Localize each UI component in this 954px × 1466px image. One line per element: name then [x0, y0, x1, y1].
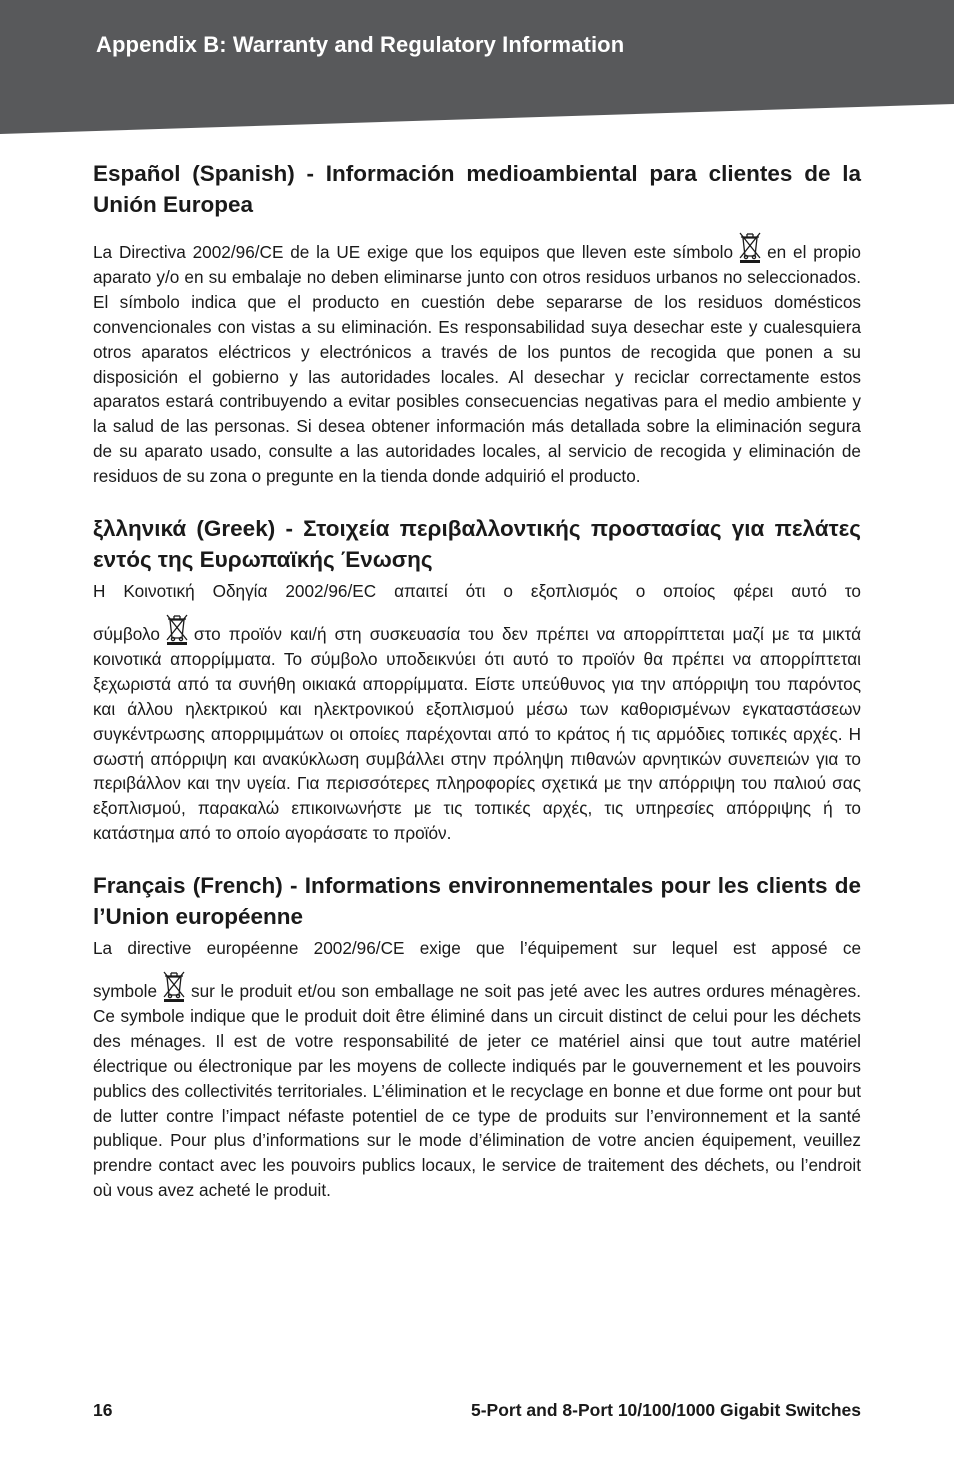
weee-crossed-bin-icon — [164, 612, 190, 646]
body-text-after-symbol: sur le produit et/ou son emballage ne soit pas jeté avec les autres ordures ménagères. Ce symbole indique que le produit doit être éliminé dans un circuit distinct de celui pour les déchets des ménages. Il est de votre responsabilité de jeter ce matériel ainsi que tout autre matériel électrique ou électronique par les moyens de collecte indiqués par le gouvernement et les pouvoirs publics des collectivités territoriales. L’élimination et le recyclage en bonne et due forme ont pour but de lutter contre l’impact néfaste potentiel de ce type de produits sur l’environnement et la santé publique. Pour plus d’informations sur le mode d’élimination de votre ancien équipement, veuillez prendre contact avec les pouvoirs publics locaux, le service de traitement des déchets, ou l’endroit où vous avez acheté le produit. — [93, 981, 861, 1201]
section-heading-french: Français (French) - Informations environnementales pour les clients de l’Union européenne — [93, 873, 861, 930]
document-title: 5-Port and 8-Port 10/100/1000 Gigabit Switches — [471, 1400, 861, 1420]
body-text-before-symbol: La Directiva 2002/96/CE de la UE exige que los equipos que lleven este símbolo — [93, 242, 734, 262]
section-greek — [93, 513, 861, 846]
header-band-shape — [0, 0, 954, 134]
page-header-title: Appendix B: Warranty and Regulatory Information — [96, 32, 625, 57]
body-text-line-1: Η Κοινοτική Οδηγία 2002/96/EC απαιτεί ότι ο εξοπλισμός ο οποίος φέρει αυτό το — [93, 581, 861, 602]
body-text-after-symbol: στο προϊόν και/ή στη συσκευασία του δεν πρέπει να απορρίπτεται μαζί με τα μικτά κοινοτικά απορρίμματα. Το σύμβολο υποδεικνύει ότι αυτό το προϊόν θα πρέπει να απορρίπτεται ξεχωριστά από τα συνήθη οικιακά απορρίμματα. Είστε υπεύθυνος για την απόρριψη του παρόντος και άλλου ηλεκτρικού και ηλεκτρονικού εξοπλισμού μέσω των καθορισμένων εγκαταστάσεων συγκέντρωσης απορριμμάτων οι οποίες παρέχονται από το κράτος ή τις αρμόδιες τοπικές αρχές. Η σωστή απόρριψη και ανακύκλωση συμβάλλει στην πρόληψη πιθανών αρνητικών συνεπειών για το περιβάλλον και την υγεία. Για περισσότερες πληροφορίες σχετικά με την απόρριψη του παλιού σας εξοπλισμού, παρακαλώ επικοινωνήστε με τις τοπικές αρχές, τις υπηρεσίες απόρριψης ή το κατάστημα από το οποίο αγοράσατε το προϊόν. — [93, 623, 861, 844]
section-body-french — [93, 936, 861, 1203]
body-text-before-symbol: σύμβολο — [93, 623, 160, 644]
section-heading-greek: ξλληνικά (Greek) - Στοιχεία περιβαλλοντικής προστασίας για πελάτες εντός της Ευρωπαϊκής Ένωσης — [93, 516, 861, 573]
section-body-spanish — [93, 230, 861, 489]
page-footer — [93, 1400, 861, 1424]
section-body-greek — [93, 579, 861, 846]
body-text-before-symbol: symbole — [93, 981, 157, 1002]
section-french — [93, 870, 861, 1203]
weee-crossed-bin-icon — [737, 230, 763, 264]
body-text-line-1: La directive européenne 2002/96/CE exige que l’équipement sur lequel est apposé ce — [93, 938, 861, 959]
section-spanish — [93, 158, 861, 489]
section-heading-spanish: Español (Spanish) - Información medioambiental para clientes de la Unión Europea — [93, 161, 861, 217]
page-number: 16 — [93, 1400, 113, 1420]
header-band — [0, 0, 954, 134]
body-text-after-symbol: en el propio aparato y/o en su embalaje no deben eliminarse junto con otros residuos urbanos no seleccionados. El símbolo indica que el producto en cuestión debe separarse de los residuos domésticos convencionales con vistas a su eliminación. Es responsabilidad suya desechar este y cualesquiera otros aparatos eléctricos y electrónicos a través de los puntos de recogida que ponen a su disposición el gobierno y las autoridades locales. Al desechar y reciclar correctamente estos aparatos estará contribuyendo a evitar posibles consecuencias negativas para el medio ambiente y la salud de las personas. Si desea obtener información más detallada sobre la eliminación segura de su aparato usado, consulte a las autoridades locales, al servicio de recogida y eliminación de residuos de su zona o pregunte en la tienda donde adquirió el producto. — [93, 242, 861, 487]
page-content — [93, 158, 861, 1203]
weee-crossed-bin-icon — [161, 969, 187, 1003]
